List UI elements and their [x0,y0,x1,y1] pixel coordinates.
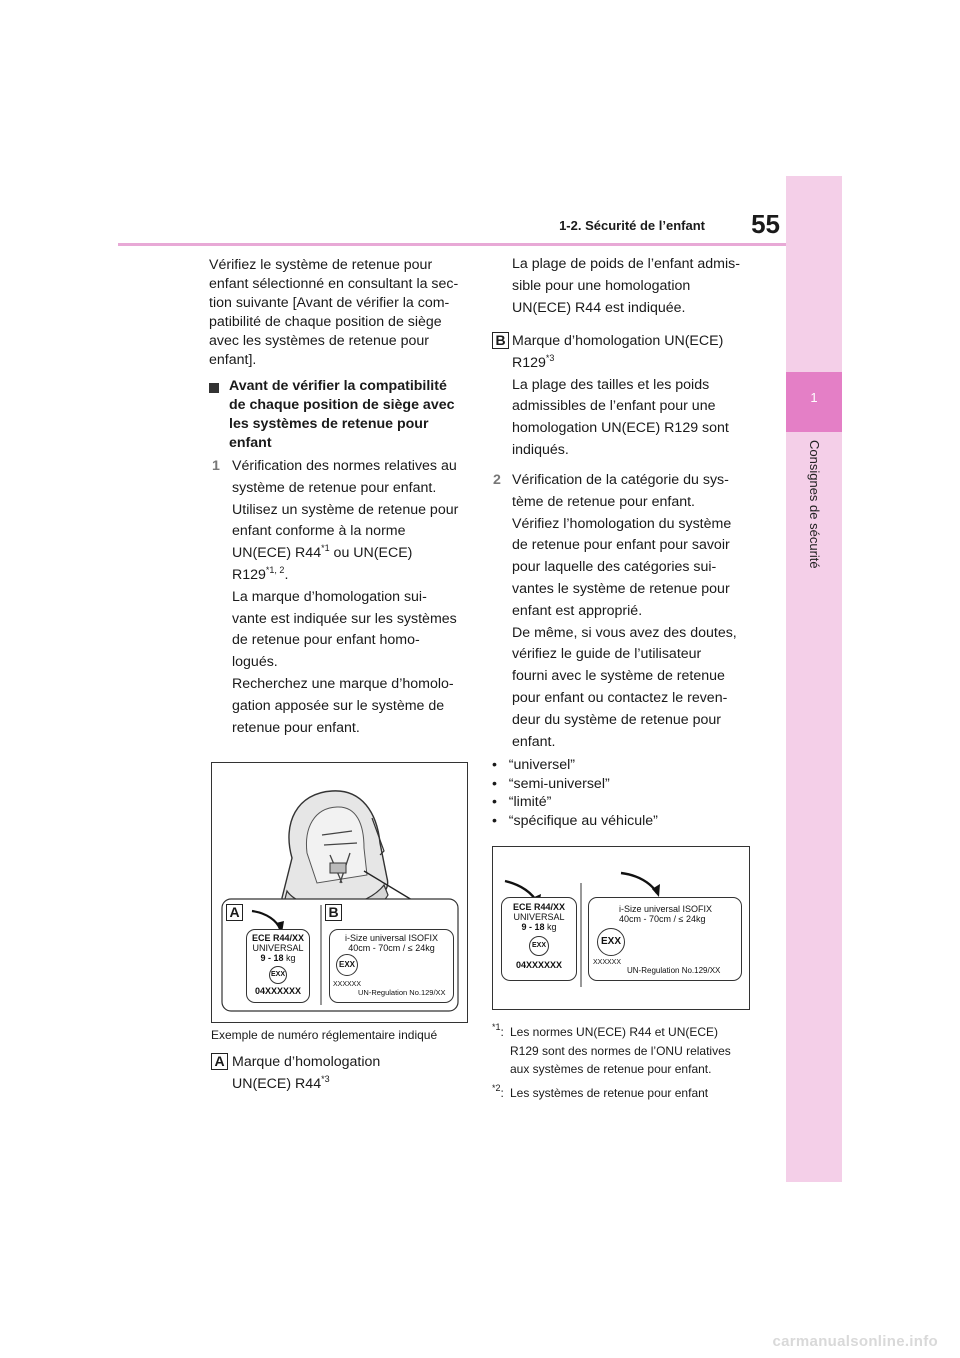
intro-line: Vérifiez le système de retenue pour [209,257,433,273]
r129-regulation: UN-Regulation No.129/XX [627,966,721,975]
intro-line: tion suivante [Avant de vérifier la com- [209,295,450,311]
step-line: de retenue pour enfant pour savoir [512,537,730,554]
mark-a-line: Marque d’homologation [232,1054,381,1070]
box-a-label: A [226,904,243,921]
step-line: logués. [232,654,278,671]
r129-line2: 40cm - 70cm / ≤ 24kg [619,914,706,924]
r44-line3 [502,922,576,932]
intro-line: enfant sélectionné en consultant la sec- [209,276,459,292]
footnote-2 [492,1084,762,1103]
desc-line: admissibles de l’enfant pour une [512,398,716,415]
r44-line2: UNIVERSAL [513,912,565,922]
header-rule [118,243,786,246]
step-line: enfant conforme à la norme [232,523,406,540]
step-line: Vérification des normes relatives au [232,458,457,474]
mark-b-text [512,331,729,462]
section-heading [229,377,479,453]
figure-caption: Exemple de numéro réglementaire indiqué [211,1028,438,1042]
child-seat-figure [211,762,468,1023]
step-line: gation apposée sur le système de [232,697,445,714]
r129-approval-label [588,897,742,981]
step-line: de retenue pour enfant homo- [232,632,420,649]
footnote-ref: *3 [545,352,555,363]
norm-r44: UN(ECE) R44 [232,545,322,562]
r44-unit: kg [544,922,557,932]
desc-line: indiqués. [512,441,569,458]
heading-line: les systèmes de retenue pour [229,416,429,432]
heading-line: enfant [229,435,272,451]
step-line: système de retenue pour enfant. [232,479,437,496]
step-line: pour laquelle des catégories sui- [512,559,717,576]
footnote-symbol: *1 [492,1022,501,1032]
step-line: pour enfant ou contactez le reven- [512,689,728,706]
intro-line: avec les systèmes de retenue pour [209,333,430,349]
norm-line-2 [232,565,482,587]
box-b-label: B [492,332,509,349]
e-mark-icon: EXX [597,928,625,956]
mark-a-box [211,1053,228,1071]
approval-labels-figure [492,846,750,1010]
category-item: • “limité” [492,794,552,810]
desc-line: La plage des tailles et les poids [512,376,710,393]
figure-label-a [226,904,243,922]
footnote-text [492,1023,762,1079]
category-text: “limité” [508,794,552,810]
heading-line: Avant de vérifier la compatibilité [229,378,447,394]
mark-b-box [492,332,509,350]
r44-weight: 9 - 18 [260,953,284,963]
mark-a-line [232,1074,380,1096]
desc-line: La plage de poids de l’enfant admis- [512,256,740,272]
footnote-symbol: *2 [492,1083,501,1093]
step-line: fourni avec le système de retenue [512,668,725,685]
intro-line: patibilité de chaque position de siège [209,314,442,330]
r129-line1: i-Size universal ISOFIX [619,904,713,914]
section-title: 1-2. Sécurité de l’enfant [559,218,705,233]
step-2-text [512,470,772,753]
norm-or: ou UN(ECE) [329,545,413,562]
r129-line2: 40cm - 70cm / ≤ 24kg [348,943,435,953]
r129-code: XXXXXX [333,981,362,988]
r129-regulation: UN-Regulation No.129/XX [358,988,446,997]
category-item: • “spécifique au véhicule” [492,812,658,829]
r44-approval-label [246,929,310,1003]
category-text: “spécifique au véhicule” [508,812,658,829]
category-text: “universel” [508,757,576,773]
step-line: Vérification de la catégorie du sys- [512,472,729,488]
e-mark-icon: EXX [269,966,287,984]
step-2-number: 2 [493,472,501,488]
step-line: La marque d’homologation sui- [232,588,427,605]
category-list [492,756,658,830]
step-line: vante est indiquée sur les systèmes [232,610,457,627]
footnote-ref: *3 [321,1073,330,1084]
step-line: enfant. [512,733,556,750]
desc-line: homologation UN(ECE) R129 sont [512,420,729,437]
r44-line2: UNIVERSAL [252,943,304,953]
footnote-mark: $^{*2}$: [492,1083,504,1100]
mark-a-description [512,254,740,319]
desc-line: UN(ECE) R44 est indiquée. [512,299,686,316]
step-1-text [232,456,482,739]
category-text: “semi-universel” [508,775,610,792]
page-number: 55 [751,209,780,239]
step-line: retenue pour enfant. [232,719,360,736]
footnote-ref: *1, 2 [265,564,285,575]
r44-code: 04XXXXXX [515,960,563,970]
step-line: Vérifiez l’homologation du système [512,515,732,532]
footnote-line: aux systèmes de retenue pour enfant. [510,1062,712,1076]
step-line: vérifiez le guide de l’utilisateur [512,646,702,663]
r44-weight: 9 - 18 [521,922,545,932]
mark-b-line: Marque d’homologation UN(ECE) [512,333,724,349]
step-line: Recherchez une marque d’homolo- [232,675,454,692]
r44-line3 [247,953,309,963]
watermark: carmanualsonline.info [772,1333,938,1350]
heading-line: de chaque position de siège avec [229,397,455,413]
r129-code: XXXXXX [593,959,622,966]
box-a-label: A [211,1053,228,1070]
e-mark-icon: EXX [529,936,549,956]
step-1-number: 1 [212,458,220,474]
footnote-mark: $^{*1}$: [492,1022,504,1039]
chapter-number: 1 [810,390,818,405]
r44-line1: ECE R44/XX [251,933,305,943]
mark-a-text [232,1052,380,1096]
e-mark-icon: EXX [336,954,358,976]
category-item: • “semi-universel” [492,775,610,792]
mark-a-norm: UN(ECE) R44 [232,1075,322,1092]
step-line: tème de retenue pour enfant. [512,493,695,510]
footnote-line: Les systèmes de retenue pour enfant [510,1086,709,1100]
chapter-label-text: Consignes de sécurité [807,440,822,569]
r44-code: 04XXXXXX [254,986,302,996]
footnote-text [492,1084,762,1103]
mark-b-line [512,353,729,375]
norm-end: . [284,566,289,583]
chapter-side-band [786,176,842,1182]
step-line: deur du système de retenue pour [512,711,722,728]
heading-bullet-icon [209,380,219,398]
footnote-line: R129 sont des normes de l’ONU relatives [510,1043,731,1058]
mark-b-norm: R129 [512,354,546,371]
r44-line1: ECE R44/XX [512,902,566,912]
box-b-label: B [325,904,342,921]
step-line: Utilisez un système de retenue pour [232,501,459,518]
footnote-line: Les normes UN(ECE) R44 et UN(ECE) [510,1025,719,1039]
desc-line: sible pour une homologation [512,277,691,294]
norm-line-1 [232,543,482,565]
step-line: enfant est approprié. [512,602,643,619]
r44-approval-label [501,897,577,981]
figure-label-b [325,904,342,922]
r129-line1: i-Size universal ISOFIX [344,933,439,943]
r44-unit: kg [283,953,296,963]
norm-r129: R129 [232,566,266,583]
step-line: vantes le système de retenue pour [512,580,730,597]
intro-paragraph [209,256,479,370]
footnote-1 [492,1023,762,1079]
category-item: • “universel” [492,757,576,773]
step-line: De même, si vous avez des doutes, [512,624,737,641]
intro-line: enfant]. [209,352,257,368]
footnote-ref: *1 [321,543,330,554]
r129-approval-label [329,929,454,1003]
chapter-label [808,440,822,615]
